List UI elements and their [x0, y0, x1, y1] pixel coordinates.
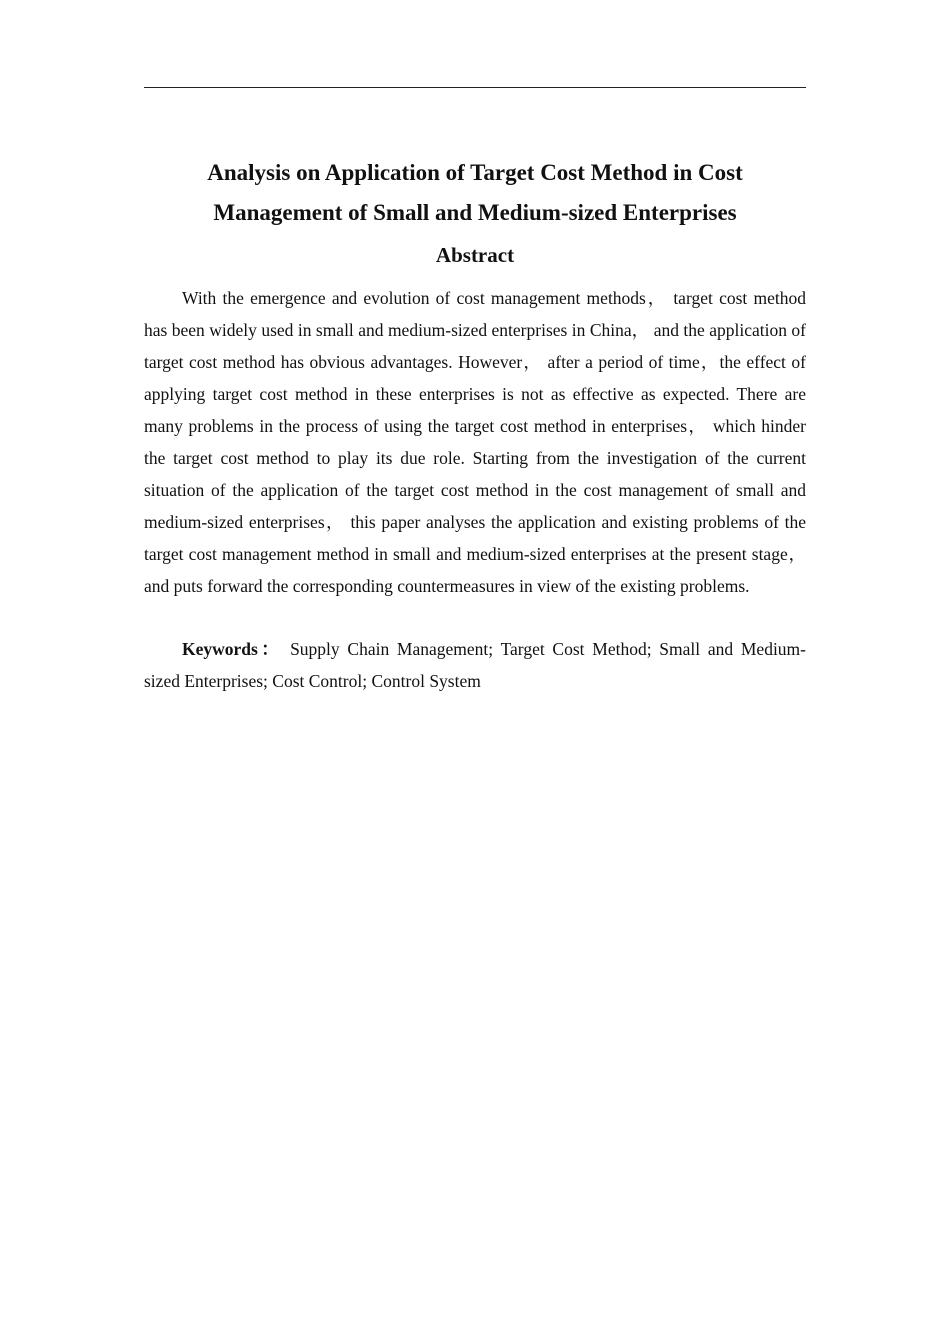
paper-title	[144, 153, 806, 233]
abstract-paragraph: With the emergence and evolution of cost management methods， target cost method has been widely used in small and medium-sized enterprises in China， and the application of target cost method has obvious advantages. However， after a period of time，the effect of applying target cost method in these enterprises is not as effective as expected. There are many problems in the process of using the target cost method in enterprises， which hinder the target cost method to play its due role. Starting from the investigation of the current situation of the application of the target cost method in the cost management of small and medium-sized enterprises， this paper analyses the application and existing problems of the target cost management method in small and medium-sized enterprises at the present stage，and puts forward the corresponding countermeasures in view of the existing problems.	[144, 288, 806, 596]
paper-title-line-1: Analysis on Application of Target Cost Method in Cost	[207, 160, 743, 185]
abstract-heading: Abstract	[435, 243, 515, 267]
keywords-label: Keywords	[182, 639, 258, 659]
keywords-list: Supply Chain Management; Target Cost Method; Small and Medium-sized Enterprises; Cost Control; Control System	[144, 639, 807, 691]
keywords-colon: ：	[257, 639, 283, 659]
keywords-paragraph	[144, 633, 806, 697]
paper-title-line-2: Management of Small and Medium-sized Enterprises	[213, 200, 737, 225]
header-rule	[144, 87, 806, 88]
